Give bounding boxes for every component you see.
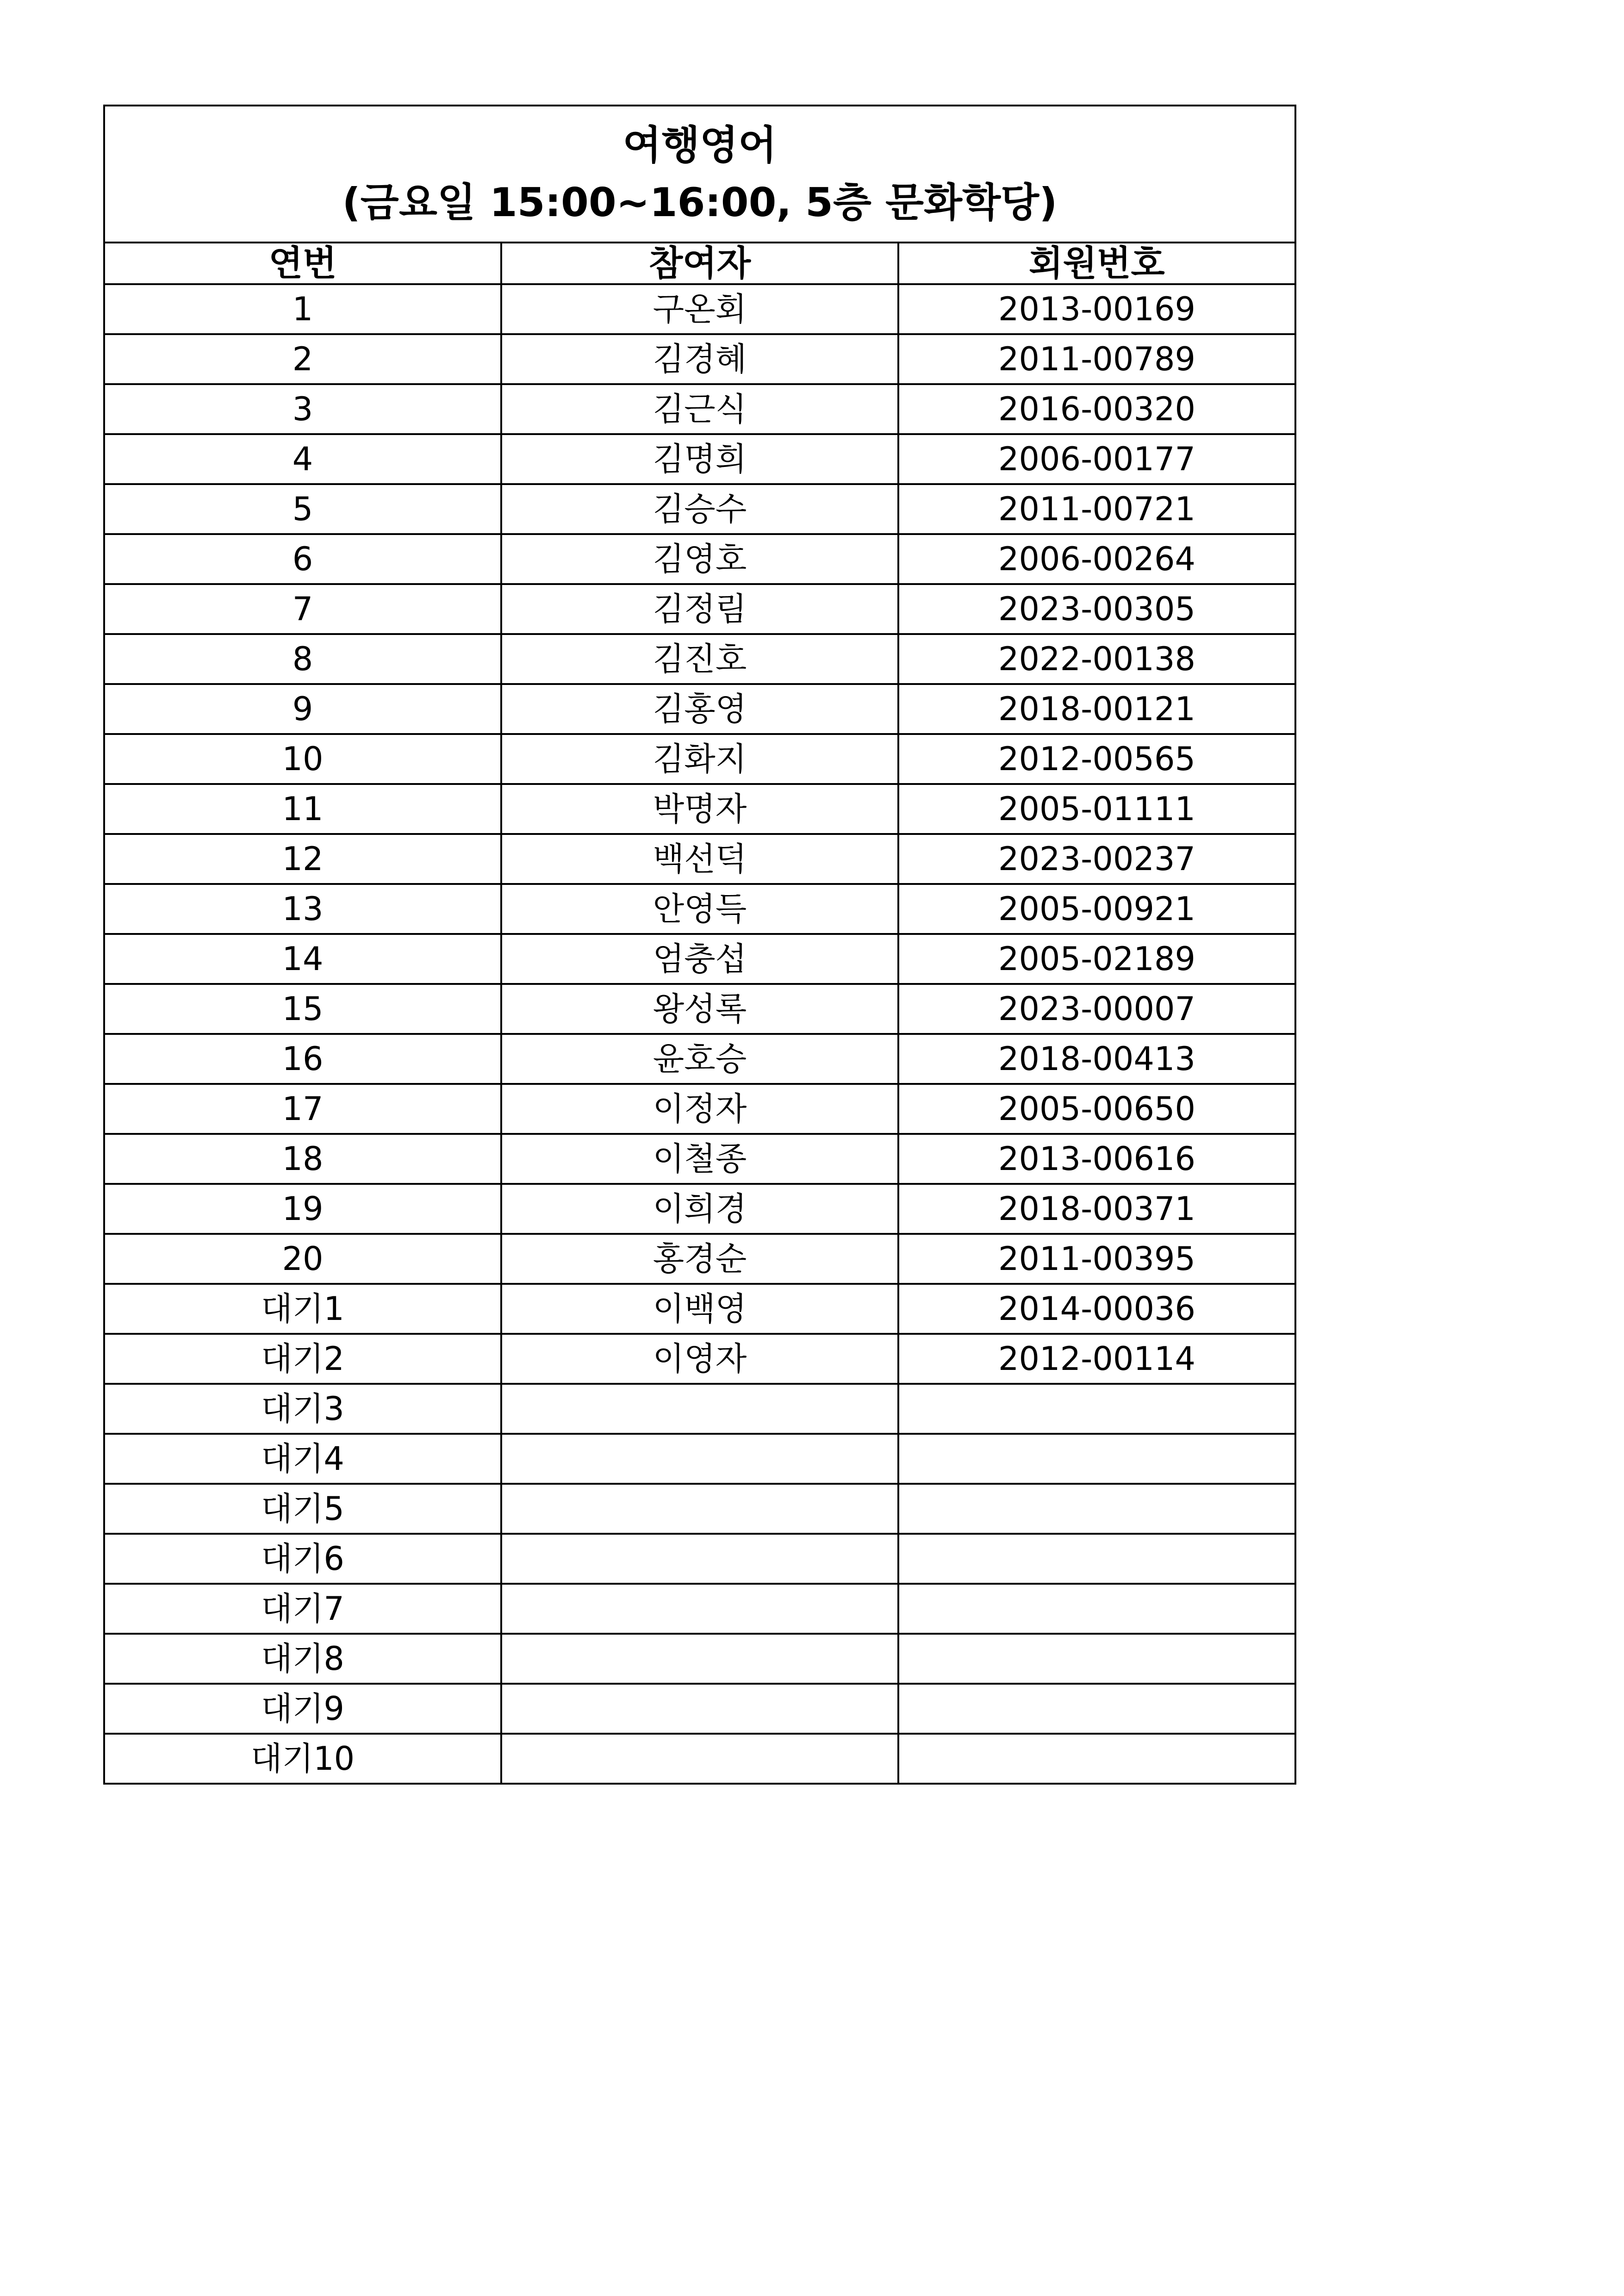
row-number: 대기10 <box>104 1734 501 1784</box>
member-id: 2023-00305 <box>898 584 1295 634</box>
member-id: 2018-00371 <box>898 1184 1295 1234</box>
member-id: 2011-00721 <box>898 484 1295 534</box>
member-id: 2012-00114 <box>898 1334 1295 1384</box>
member-id: 2014-00036 <box>898 1284 1295 1334</box>
table-row <box>104 984 1295 1034</box>
member-id: 2012-00565 <box>898 734 1295 784</box>
row-number: 5 <box>104 484 501 534</box>
row-number: 대기4 <box>104 1434 501 1484</box>
member-id: 2022-00138 <box>898 634 1295 684</box>
participant-name: 김화지 <box>501 734 898 784</box>
participant-name: 김영호 <box>501 534 898 584</box>
table-row <box>104 1634 1295 1684</box>
row-number: 9 <box>104 684 501 734</box>
participant-name: 박명자 <box>501 784 898 834</box>
member-id <box>898 1684 1295 1734</box>
header-row <box>104 243 1295 284</box>
participant-name <box>501 1484 898 1534</box>
table-row <box>104 384 1295 434</box>
participant-name: 홍경순 <box>501 1234 898 1284</box>
row-number: 19 <box>104 1184 501 1234</box>
title-cell <box>104 106 1295 243</box>
roster-sheet <box>103 105 1294 1785</box>
member-id: 2005-02189 <box>898 934 1295 984</box>
participant-name: 윤호승 <box>501 1034 898 1084</box>
table-row <box>104 1134 1295 1184</box>
participant-name <box>501 1384 898 1434</box>
participant-name: 이철종 <box>501 1134 898 1184</box>
row-number: 14 <box>104 934 501 984</box>
table-row <box>104 834 1295 884</box>
table-row <box>104 1584 1295 1634</box>
table-row <box>104 1734 1295 1784</box>
table-row <box>104 1684 1295 1734</box>
participant-name: 이영자 <box>501 1334 898 1384</box>
member-id: 2005-00650 <box>898 1084 1295 1134</box>
row-number: 대기1 <box>104 1284 501 1334</box>
row-number: 8 <box>104 634 501 684</box>
table-row <box>104 1384 1295 1434</box>
member-id: 2013-00169 <box>898 284 1295 334</box>
row-number: 13 <box>104 884 501 934</box>
member-id <box>898 1384 1295 1434</box>
participant-name: 이희경 <box>501 1184 898 1234</box>
row-number: 17 <box>104 1084 501 1134</box>
member-id <box>898 1734 1295 1784</box>
table-row <box>104 1434 1295 1484</box>
member-id <box>898 1584 1295 1634</box>
participant-name: 김명희 <box>501 434 898 484</box>
participant-name <box>501 1584 898 1634</box>
title-row <box>104 106 1295 243</box>
participant-name <box>501 1434 898 1484</box>
row-number: 2 <box>104 334 501 384</box>
participant-name: 김정림 <box>501 584 898 634</box>
participant-name: 이정자 <box>501 1084 898 1134</box>
document-subtitle: (금요일 15:00~16:00, 5층 문화학당) <box>342 180 1058 226</box>
row-number: 4 <box>104 434 501 484</box>
table-row <box>104 634 1295 684</box>
row-number: 15 <box>104 984 501 1034</box>
row-number: 18 <box>104 1134 501 1184</box>
participant-name: 안영득 <box>501 884 898 934</box>
participant-name: 김진호 <box>501 634 898 684</box>
participant-name <box>501 1634 898 1684</box>
member-id: 2011-00789 <box>898 334 1295 384</box>
header-participant: 참여자 <box>501 243 898 284</box>
participant-name: 김홍영 <box>501 684 898 734</box>
row-number: 대기3 <box>104 1384 501 1434</box>
row-number: 20 <box>104 1234 501 1284</box>
member-id <box>898 1634 1295 1684</box>
member-id <box>898 1534 1295 1584</box>
participant-name: 김승수 <box>501 484 898 534</box>
table-row <box>104 934 1295 984</box>
participant-name: 구온회 <box>501 284 898 334</box>
table-row <box>104 1534 1295 1584</box>
member-id: 2006-00264 <box>898 534 1295 584</box>
member-id: 2006-00177 <box>898 434 1295 484</box>
member-id <box>898 1434 1295 1484</box>
participant-name: 왕성록 <box>501 984 898 1034</box>
member-id: 2005-01111 <box>898 784 1295 834</box>
table-row <box>104 1334 1295 1384</box>
member-id <box>898 1484 1295 1534</box>
table-row <box>104 584 1295 634</box>
table-row <box>104 884 1295 934</box>
member-id: 2023-00007 <box>898 984 1295 1034</box>
member-id: 2018-00413 <box>898 1034 1295 1084</box>
participant-name: 김경혜 <box>501 334 898 384</box>
participant-name <box>501 1734 898 1784</box>
header-number: 연번 <box>104 243 501 284</box>
table-row <box>104 434 1295 484</box>
table-row <box>104 1084 1295 1134</box>
table-row <box>104 784 1295 834</box>
header-member-id: 회원번호 <box>898 243 1295 284</box>
roster-body <box>104 284 1295 1784</box>
table-row <box>104 1184 1295 1234</box>
row-number: 10 <box>104 734 501 784</box>
table-row <box>104 484 1295 534</box>
member-id: 2023-00237 <box>898 834 1295 884</box>
table-row <box>104 1284 1295 1334</box>
row-number: 대기9 <box>104 1684 501 1734</box>
participant-name: 백선덕 <box>501 834 898 884</box>
table-row <box>104 734 1295 784</box>
row-number: 12 <box>104 834 501 884</box>
row-number: 대기6 <box>104 1534 501 1584</box>
participant-name <box>501 1534 898 1584</box>
row-number: 11 <box>104 784 501 834</box>
participant-name: 엄충섭 <box>501 934 898 984</box>
member-id: 2016-00320 <box>898 384 1295 434</box>
row-number: 대기8 <box>104 1634 501 1684</box>
table-row <box>104 684 1295 734</box>
row-number: 대기5 <box>104 1484 501 1534</box>
member-id: 2013-00616 <box>898 1134 1295 1184</box>
roster-table <box>103 105 1296 1785</box>
member-id: 2011-00395 <box>898 1234 1295 1284</box>
document-title: 여행영어 <box>622 122 777 168</box>
row-number: 대기7 <box>104 1584 501 1634</box>
table-row <box>104 284 1295 334</box>
row-number: 6 <box>104 534 501 584</box>
table-row <box>104 334 1295 384</box>
table-row <box>104 1234 1295 1284</box>
table-row <box>104 1484 1295 1534</box>
member-id: 2005-00921 <box>898 884 1295 934</box>
participant-name: 이백영 <box>501 1284 898 1334</box>
row-number: 1 <box>104 284 501 334</box>
row-number: 3 <box>104 384 501 434</box>
participant-name <box>501 1684 898 1734</box>
member-id: 2018-00121 <box>898 684 1295 734</box>
table-row <box>104 534 1295 584</box>
row-number: 7 <box>104 584 501 634</box>
row-number: 16 <box>104 1034 501 1084</box>
table-row <box>104 1034 1295 1084</box>
participant-name: 김근식 <box>501 384 898 434</box>
row-number: 대기2 <box>104 1334 501 1384</box>
